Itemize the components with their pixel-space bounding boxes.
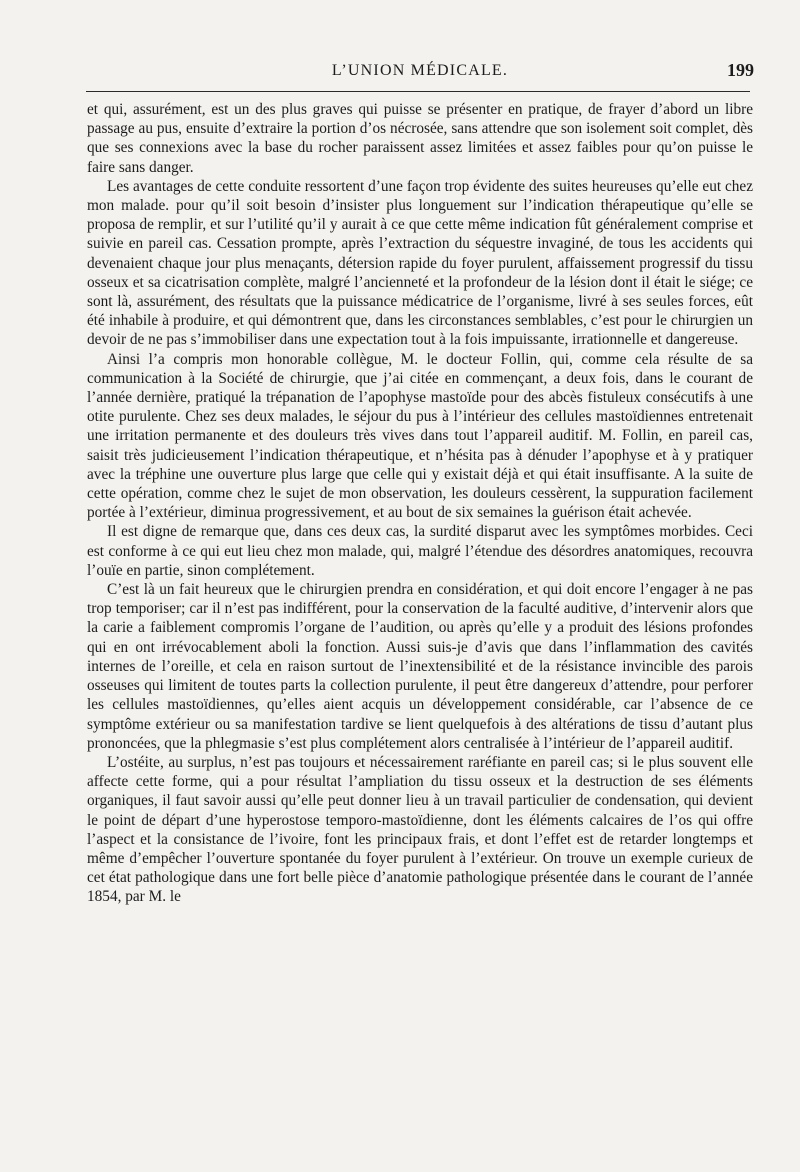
running-head	[0, 58, 800, 86]
body-text	[87, 100, 753, 907]
paragraph-continued: et qui, assurément, est un des plus graves qui puisse se présenter en pratique, de frayer d’abord un libre passage au pus, ensuite d’extraire la portion d’os nécrosée, sans attendre que son isolement soit complet, dès que ses connexions avec la base du rocher paraissent assez limitées et assez faibles pour qu’on puisse le faire sans danger.	[87, 101, 753, 176]
paragraph-fait-heureux: C’est là un fait heureux que le chirurgien prendra en considération, et qui doit encore l’engager à ne pas trop temporiser; car il n’est pas indifférent, pour la conservation de la faculté auditive, d’intervenir alors que la carie a faiblement compromis l’organe de l’audition, ou après qu’elle y a produit des lésions profondes qui en ont irrévocablement aboli la fonction. Aussi suis-je d’avis que dans l’inflammation des cavités internes de l’oreille, et cela en raison surtout de l’inextensibilité et de la résistance invincible des parois osseuses qui limitent de toutes parts la collection purulente, il peut être dangereux d’attendre, pour perforer les cellules mastoïdiennes, qu’elles aient acquis un développement considérable, car l’absence de ce symptôme extérieur ou sa manifestation tardive se lient quelquefois à des altérations de tissu d’autant plus prononcées, que la phlegmasie s’est plus complétement alors centralisée à l’intérieur de l’appareil auditif.	[87, 581, 753, 752]
paragraph-follin: Ainsi l’a compris mon honorable collègue, M. le docteur Follin, qui, comme cela résulte de sa communication à la Société de chirurgie, que j’ai citée en commençant, a deux fois, dans le courant de l’année dernière, pratiqué la trépanation de l’apophyse mastoïde pour des abcès fistuleux consécutifs à une otite purulente. Chez ses deux malades, le séjour du pus à l’intérieur des cellules mastoïdiennes entretenait une irritation permanente et des douleurs très vives dans tout l’appareil auditif. M. Follin, en pareil cas, saisit très judicieusement l’indication thérapeutique, et n’hésita pas à dénuder l’apophyse et à y pratiquer avec la tréphine une ouverture plus large que celle qui y existait déjà et qui était insuffisante. A la suite de cette opération, comme chez le sujet de mon observation, les douleurs cessèrent, la suppuration facilement portée à l’extérieur, diminua progressivement, et au bout de six semaines la guérison était achevée.	[87, 350, 753, 522]
running-title: L’UNION MÉDICALE.	[331, 62, 509, 79]
paragraph-advantages: Les avantages de cette conduite ressortent d’une façon trop évidente des suites heureuses qu’elle eut chez mon malade. pour qu’il soit besoin d’insister plus longuement sur l’indication thérapeutique qu’elle se proposa de remplir, et sur l’utilité qu’il y aurait à ce que cette même indication fût généralement comprise et suivie en pareil cas. Cessation prompte, après l’extraction du séquestre invaginé, de tous les accidents qui devenaient chaque jour plus menaçants, détersion rapide du foyer purulent, affaissement progressif du tissu osseux et sa cicatrisation complète, malgré l’ancienneté et la profondeur de la lésion dont il était le siége; ce sont là, assurément, des résultats que la puissance médicatrice de l’organisme, livré à ses seules forces, eût été inhabile à produire, et qui démontrent que, dans les circonstances semblables, c’est pour le chirurgien un devoir de ne pas s’immobiliser dans une expectation tout à la fois impuissante, irrationnelle et dangereuse.	[87, 177, 753, 349]
paragraph-osteite: L’ostéite, au surplus, n’est pas toujours et nécessairement raréfiante en pareil cas; si le plus souvent elle affecte cette forme, qui a pour résultat l’ampliation du tissu osseux et la destruction de ses éléments organiques, il faut savoir aussi qu’elle peut donner lieu à un travail particulier de condensation, qui devient le point de départ d’une hyperostose temporo-mastoïdienne, dont les éléments calcaires de l’os qui offre l’aspect et la consistance de l’ivoire, font les principaux frais, et dont l’effet est de retarder longtemps et même d’empêcher l’ouverture spontanée du foyer purulent à l’extérieur. On trouve un exemple curieux de cet état pathologique dans une fort belle pièce d’anatomie pathologique présentée dans le courant de l’année 1854, par M. le	[87, 753, 753, 906]
paragraph-surdite: Il est digne de remarque que, dans ces deux cas, la surdité disparut avec les symptômes morbides. Ceci est conforme à ce qui eut lieu chez mon malade, qui, malgré l’étendue des désordres anatomiques, recouvra l’ouïe en partie, sinon complétement.	[87, 523, 753, 579]
page-number: 199	[727, 60, 754, 80]
header-rule	[86, 91, 750, 92]
